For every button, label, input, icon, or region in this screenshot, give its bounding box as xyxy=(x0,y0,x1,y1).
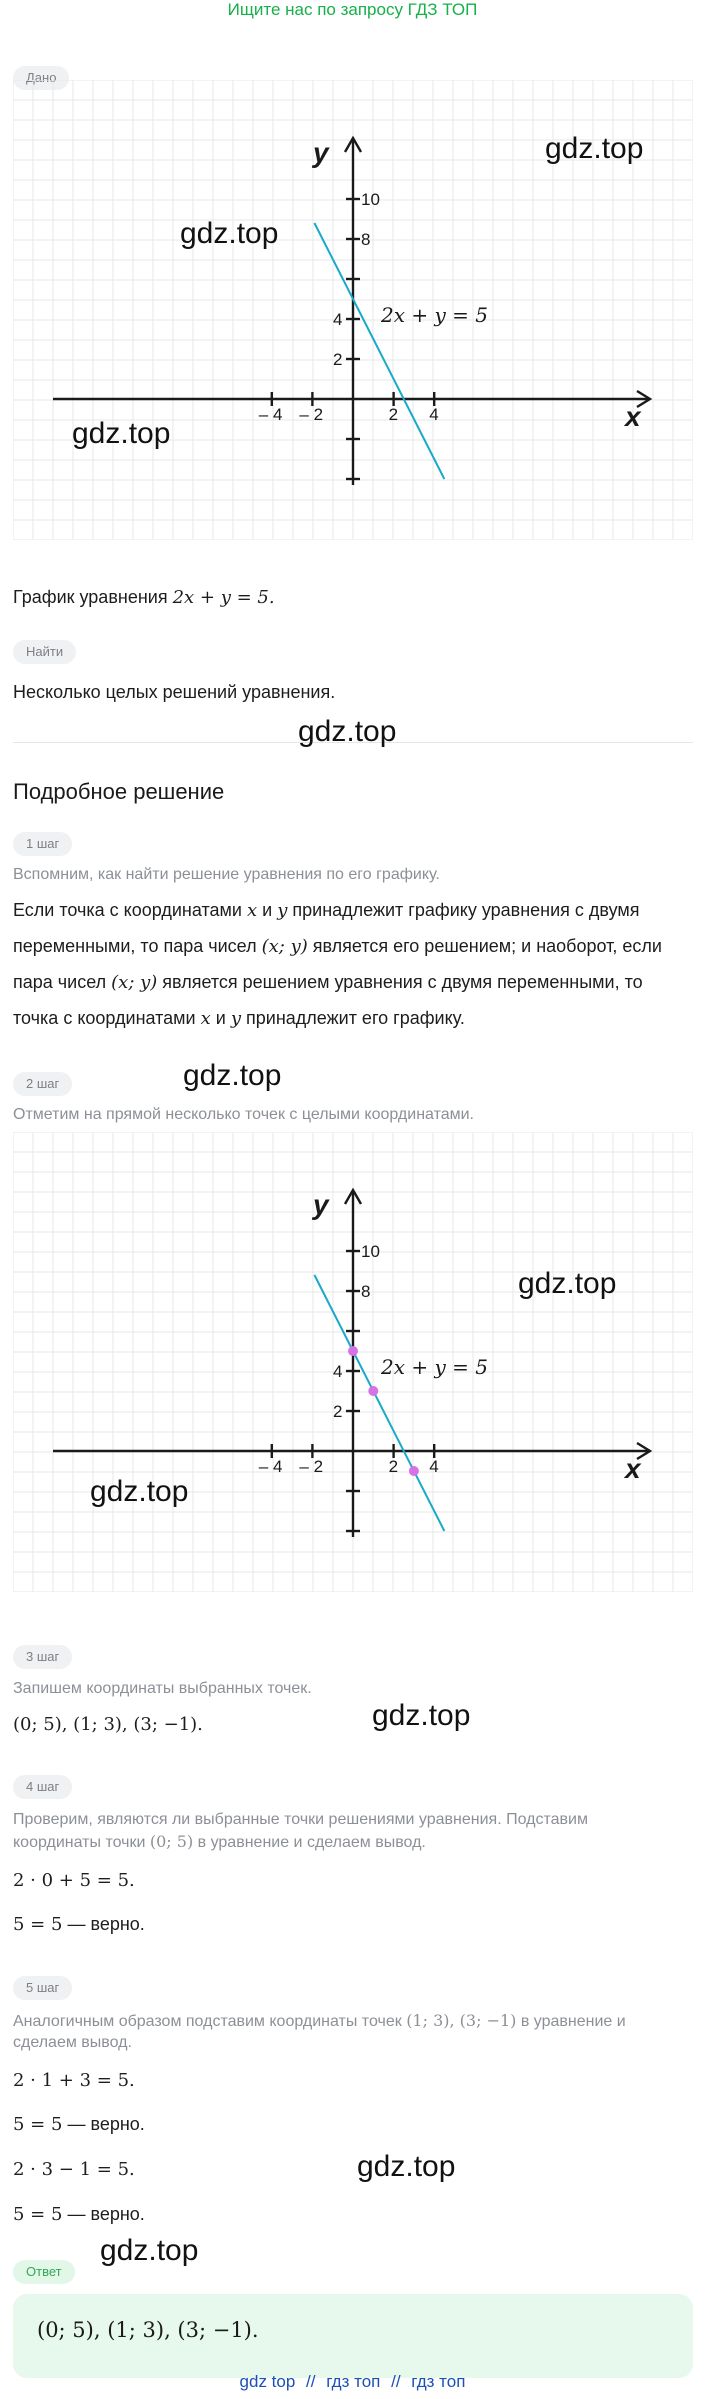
step4-calc: 2 · 0 + 5 = 5. xyxy=(13,1870,135,1891)
x-tick-label: 2 xyxy=(388,405,399,424)
footer-link-1[interactable]: gdz top xyxy=(239,2372,296,2391)
y-tick-label: 8 xyxy=(361,230,371,249)
watermark: gdz.top xyxy=(545,132,644,165)
step3-hint: Запишем координаты выбранных точек. xyxy=(13,1680,312,1697)
step1-line-2: переменными, то пара чисел (x; y) является его решением; и наоборот, если xyxy=(13,936,662,957)
equation-label: 2x + y = 5 xyxy=(381,1355,488,1379)
given-caption: График уравнения 2x + y = 5. xyxy=(13,587,275,608)
marked-point xyxy=(348,1346,358,1356)
step1-hint: Вспомним, как найти решение уравнения по его графику. xyxy=(13,866,440,883)
watermark: gdz.top xyxy=(90,1475,189,1508)
watermark: gdz.top xyxy=(183,1059,282,1092)
footer-separator: // xyxy=(306,2372,316,2391)
x-tick-label: – 2 xyxy=(299,1457,324,1476)
solution-title: Подробное решение xyxy=(13,779,225,804)
answer-box xyxy=(13,2294,693,2378)
watermark: gdz.top xyxy=(357,2150,456,2183)
x-axis-label: x xyxy=(625,401,641,432)
watermark: gdz.top xyxy=(72,417,171,450)
step4-hint-1: Проверим, являются ли выбранные точки решениями уравнения. Подставим xyxy=(13,1811,588,1828)
x-tick-label: – 4 xyxy=(258,1457,283,1476)
y-tick-label: 10 xyxy=(361,1242,380,1261)
x-axis-label: x xyxy=(625,1453,641,1484)
find-badge: Найти xyxy=(13,640,76,664)
watermark: gdz.top xyxy=(180,217,279,250)
step5-check-1: 5 = 5 — верно. xyxy=(13,2114,145,2135)
y-tick-label: 2 xyxy=(333,350,343,369)
watermark: gdz.top xyxy=(372,1699,471,1732)
answer-value: (0; 5), (1; 3), (3; −1). xyxy=(37,2318,259,2342)
step2-badge: 2 шаг xyxy=(13,1072,72,1096)
watermark: gdz.top xyxy=(298,715,397,748)
step5-calc-1: 2 · 1 + 3 = 5. xyxy=(13,2070,135,2091)
step4-badge: 4 шаг xyxy=(13,1775,72,1799)
given-badge: Дано xyxy=(13,66,69,90)
footer-links xyxy=(0,2372,705,2392)
x-tick-label: 4 xyxy=(429,405,439,424)
y-tick-label: 4 xyxy=(333,310,343,329)
answer-badge: Ответ xyxy=(13,2260,75,2284)
step2-hint: Отметим на прямой несколько точек с целыми координатами. xyxy=(13,1106,474,1123)
step1-line-1: Если точка с координатами x и y принадлежит графику уравнения с двумя xyxy=(13,900,640,921)
equation-label: 2x + y = 5 xyxy=(381,303,488,327)
footer-link-2[interactable]: гдз топ xyxy=(326,2372,381,2391)
marked-point xyxy=(368,1386,378,1396)
step1-badge: 1 шаг xyxy=(13,832,72,856)
step5-hint-2: сделаем вывод. xyxy=(13,2034,132,2051)
y-axis-label: y xyxy=(313,1189,329,1220)
x-tick-label: 2 xyxy=(388,1457,399,1476)
watermark: gdz.top xyxy=(100,2234,199,2267)
step5-calc-2: 2 · 3 − 1 = 5. xyxy=(13,2159,135,2180)
watermark: gdz.top xyxy=(518,1267,617,1300)
y-tick-label: 2 xyxy=(333,1402,343,1421)
footer-link-3[interactable]: гдз топ xyxy=(411,2372,466,2391)
y-axis-label: y xyxy=(313,137,329,168)
find-text: Несколько целых решений уравнения. xyxy=(13,682,336,702)
x-tick-label: – 4 xyxy=(258,405,283,424)
step3-result: (0; 5), (1; 3), (3; −1). xyxy=(13,1714,203,1735)
step4-check: 5 = 5 — верно. xyxy=(13,1914,145,1935)
step1-line-3: пара чисел (x; y) является решением уравнения с двумя переменными, то xyxy=(13,972,643,993)
step4-hint-2: координаты точки (0; 5) в уравнение и сделаем вывод. xyxy=(13,1832,426,1851)
marked-point xyxy=(409,1466,419,1476)
y-tick-label: 8 xyxy=(361,1282,371,1301)
step5-check-2: 5 = 5 — верно. xyxy=(13,2204,145,2225)
step5-hint-1: Аналогичным образом подставим координаты точек (1; 3), (3; −1) в уравнение и xyxy=(13,2011,626,2030)
step1-line-4: точка с координатами x и y принадлежит его графику. xyxy=(13,1008,465,1029)
step3-badge: 3 шаг xyxy=(13,1645,72,1669)
step5-badge: 5 шаг xyxy=(13,1976,72,2000)
graph-with-points xyxy=(13,1132,693,1592)
footer-separator: // xyxy=(391,2372,401,2391)
x-tick-label: – 2 xyxy=(299,405,324,424)
x-tick-label: 4 xyxy=(429,1457,439,1476)
y-tick-label: 10 xyxy=(361,190,380,209)
top-search-link[interactable]: Ищите нас по запросу ГДЗ ТОП xyxy=(227,0,478,19)
y-tick-label: 4 xyxy=(333,1362,343,1381)
